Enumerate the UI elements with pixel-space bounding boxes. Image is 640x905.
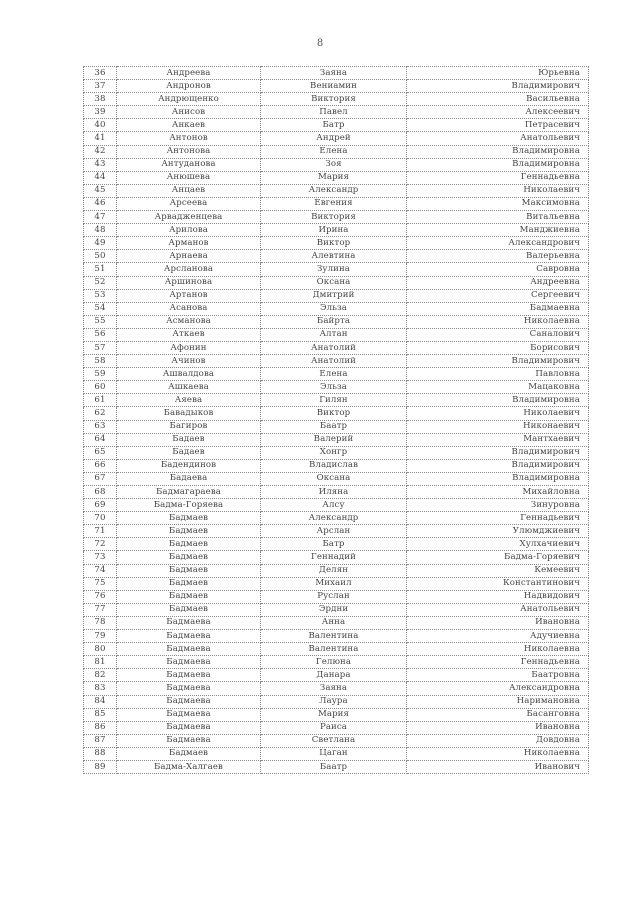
row-number-cell: 55 — [84, 315, 117, 328]
table-row — [84, 486, 589, 499]
patronymic-cell: Владимирович — [407, 459, 589, 472]
table-row — [84, 472, 589, 485]
row-number-cell: 38 — [84, 93, 117, 106]
table-row — [84, 682, 589, 695]
page-number: 8 — [316, 38, 324, 49]
first-name-cell: Заяна — [261, 682, 407, 695]
last-name-cell: Бадмаева — [117, 695, 261, 708]
first-name-cell: Иляна — [261, 486, 407, 499]
patronymic-cell: Николаевна — [407, 643, 589, 656]
table-row — [84, 355, 589, 368]
patronymic-cell: Хулхачиевич — [407, 538, 589, 551]
last-name-cell: Арвадженцева — [117, 211, 261, 224]
row-number-cell: 43 — [84, 158, 117, 171]
last-name-cell: Бадмаева — [117, 708, 261, 721]
patronymic-cell: Довдовна — [407, 734, 589, 747]
first-name-cell: Батр — [261, 119, 407, 132]
table-row — [84, 564, 589, 577]
patronymic-cell: Борисович — [407, 341, 589, 354]
last-name-cell: Аяева — [117, 394, 261, 407]
patronymic-cell: Владимирович — [407, 80, 589, 93]
first-name-cell: Арслан — [261, 525, 407, 538]
last-name-cell: Антонова — [117, 145, 261, 158]
first-name-cell: Валентина — [261, 630, 407, 643]
last-name-cell: Арилова — [117, 224, 261, 237]
table-row — [84, 197, 589, 210]
first-name-cell: Эльза — [261, 381, 407, 394]
first-name-cell: Виктор — [261, 407, 407, 420]
table-row — [84, 250, 589, 263]
row-number-cell: 61 — [84, 394, 117, 407]
table-row — [84, 669, 589, 682]
patronymic-cell: Константинович — [407, 577, 589, 590]
table-row — [84, 643, 589, 656]
first-name-cell: Елена — [261, 368, 407, 381]
last-name-cell: Анюшева — [117, 171, 261, 184]
table-row — [84, 577, 589, 590]
first-name-cell: Владислав — [261, 459, 407, 472]
row-number-cell: 48 — [84, 224, 117, 237]
row-number-cell: 62 — [84, 407, 117, 420]
last-name-cell: Бадмаев — [117, 590, 261, 603]
row-number-cell: 77 — [84, 603, 117, 616]
last-name-cell: Афонин — [117, 341, 261, 354]
first-name-cell: Эрдни — [261, 603, 407, 616]
patronymic-cell: Владимировна — [407, 145, 589, 158]
first-name-cell: Алсу — [261, 499, 407, 512]
row-number-cell: 75 — [84, 577, 117, 590]
table-row — [84, 551, 589, 564]
table-row — [84, 341, 589, 354]
first-name-cell: Виктория — [261, 93, 407, 106]
last-name-cell: Бадмаев — [117, 538, 261, 551]
first-name-cell: Евгения — [261, 197, 407, 210]
row-number-cell: 60 — [84, 381, 117, 394]
first-name-cell: Гелюна — [261, 656, 407, 669]
patronymic-cell: Валерьевна — [407, 250, 589, 263]
first-name-cell: Алтан — [261, 328, 407, 341]
table-row — [84, 106, 589, 119]
table-row — [84, 407, 589, 420]
table-row — [84, 302, 589, 315]
last-name-cell: Бадмаева — [117, 630, 261, 643]
table-row — [84, 67, 589, 80]
table-row — [84, 656, 589, 669]
table-row — [84, 512, 589, 525]
last-name-cell: Аткаев — [117, 328, 261, 341]
table-row — [84, 328, 589, 341]
first-name-cell: Андрей — [261, 132, 407, 145]
last-name-cell: Арнаева — [117, 250, 261, 263]
table-row — [84, 459, 589, 472]
last-name-cell: Ашвалдова — [117, 368, 261, 381]
patronymic-cell: Геннадьевна — [407, 656, 589, 669]
row-number-cell: 78 — [84, 616, 117, 629]
row-number-cell: 76 — [84, 590, 117, 603]
row-number-cell: 58 — [84, 355, 117, 368]
table-row — [84, 289, 589, 302]
patronymic-cell: Михайловна — [407, 486, 589, 499]
table-row — [84, 132, 589, 145]
row-number-cell: 44 — [84, 171, 117, 184]
table-row — [84, 616, 589, 629]
table-row — [84, 446, 589, 459]
row-number-cell: 64 — [84, 433, 117, 446]
table-row — [84, 368, 589, 381]
last-name-cell: Ашкаева — [117, 381, 261, 394]
row-number-cell: 53 — [84, 289, 117, 302]
first-name-cell: Делян — [261, 564, 407, 577]
first-name-cell: Баатр — [261, 760, 407, 773]
first-name-cell: Александр — [261, 512, 407, 525]
table-row — [84, 381, 589, 394]
last-name-cell: Бадмаев — [117, 577, 261, 590]
row-number-cell: 42 — [84, 145, 117, 158]
last-name-cell: Бадаева — [117, 472, 261, 485]
table-row — [84, 211, 589, 224]
patronymic-cell: Кемеевич — [407, 564, 589, 577]
row-number-cell: 87 — [84, 734, 117, 747]
patronymic-cell: Владимирович — [407, 446, 589, 459]
row-number-cell: 71 — [84, 525, 117, 538]
row-number-cell: 69 — [84, 499, 117, 512]
first-name-cell: Ирина — [261, 224, 407, 237]
row-number-cell: 41 — [84, 132, 117, 145]
first-name-cell: Цаган — [261, 747, 407, 760]
first-name-cell: Валентина — [261, 643, 407, 656]
last-name-cell: Арсеева — [117, 197, 261, 210]
first-name-cell: Виктория — [261, 211, 407, 224]
row-number-cell: 88 — [84, 747, 117, 760]
row-number-cell: 89 — [84, 760, 117, 773]
row-number-cell: 39 — [84, 106, 117, 119]
patronymic-cell: Васильевна — [407, 93, 589, 106]
first-name-cell: Руслан — [261, 590, 407, 603]
table-row — [84, 747, 589, 760]
row-number-cell: 85 — [84, 708, 117, 721]
last-name-cell: Бавадыков — [117, 407, 261, 420]
row-number-cell: 63 — [84, 420, 117, 433]
table-row — [84, 538, 589, 551]
row-number-cell: 67 — [84, 472, 117, 485]
first-name-cell: Лаура — [261, 695, 407, 708]
row-number-cell: 66 — [84, 459, 117, 472]
row-number-cell: 49 — [84, 237, 117, 250]
last-name-cell: Бадмаев — [117, 747, 261, 760]
table-row — [84, 315, 589, 328]
row-number-cell: 50 — [84, 250, 117, 263]
first-name-cell: Геннадий — [261, 551, 407, 564]
patronymic-cell: Владимировна — [407, 394, 589, 407]
row-number-cell: 80 — [84, 643, 117, 656]
last-name-cell: Бадмаева — [117, 682, 261, 695]
patronymic-cell: Павловна — [407, 368, 589, 381]
name-list-table — [83, 66, 589, 774]
last-name-cell: Бадаев — [117, 433, 261, 446]
last-name-cell: Бадмаев — [117, 525, 261, 538]
table-row — [84, 224, 589, 237]
patronymic-cell: Геннадьевна — [407, 171, 589, 184]
patronymic-cell: Адучиевна — [407, 630, 589, 643]
row-number-cell: 36 — [84, 67, 117, 80]
last-name-cell: Арманов — [117, 237, 261, 250]
patronymic-cell: Максимовна — [407, 197, 589, 210]
row-number-cell: 84 — [84, 695, 117, 708]
first-name-cell: Мария — [261, 171, 407, 184]
patronymic-cell: Юрьевна — [407, 67, 589, 80]
patronymic-cell: Геннадьевич — [407, 512, 589, 525]
table-row — [84, 499, 589, 512]
patronymic-cell: Иванович — [407, 760, 589, 773]
last-name-cell: Антуданова — [117, 158, 261, 171]
patronymic-cell: Александрович — [407, 237, 589, 250]
row-number-cell: 72 — [84, 538, 117, 551]
first-name-cell: Анна — [261, 616, 407, 629]
first-name-cell: Данара — [261, 669, 407, 682]
last-name-cell: Бадмаев — [117, 564, 261, 577]
last-name-cell: Бадмаева — [117, 656, 261, 669]
table-row — [84, 93, 589, 106]
table-row — [84, 119, 589, 132]
table-row — [84, 276, 589, 289]
first-name-cell: Анатолий — [261, 355, 407, 368]
table-row — [84, 171, 589, 184]
table-row — [84, 158, 589, 171]
last-name-cell: Бадмаева — [117, 734, 261, 747]
patronymic-cell: Александровна — [407, 682, 589, 695]
first-name-cell: Мария — [261, 708, 407, 721]
last-name-cell: Бадма-Горяева — [117, 499, 261, 512]
patronymic-cell: Саналович — [407, 328, 589, 341]
patronymic-cell: Баатровна — [407, 669, 589, 682]
first-name-cell: Виктор — [261, 237, 407, 250]
patronymic-cell: Бадмаевна — [407, 302, 589, 315]
table-row — [84, 420, 589, 433]
first-name-cell: Алевтина — [261, 250, 407, 263]
patronymic-cell: Николаевич — [407, 407, 589, 420]
patronymic-cell: Зинуровна — [407, 499, 589, 512]
row-number-cell: 57 — [84, 341, 117, 354]
patronymic-cell: Витальевна — [407, 211, 589, 224]
first-name-cell: Александр — [261, 184, 407, 197]
table-row — [84, 590, 589, 603]
patronymic-cell: Наримановна — [407, 695, 589, 708]
last-name-cell: Асманова — [117, 315, 261, 328]
last-name-cell: Ачинов — [117, 355, 261, 368]
patronymic-cell: Манджиевна — [407, 224, 589, 237]
last-name-cell: Анкаев — [117, 119, 261, 132]
first-name-cell: Оксана — [261, 276, 407, 289]
last-name-cell: Асанова — [117, 302, 261, 315]
last-name-cell: Артанов — [117, 289, 261, 302]
first-name-cell: Зулина — [261, 263, 407, 276]
first-name-cell: Раиса — [261, 721, 407, 734]
last-name-cell: Анцаев — [117, 184, 261, 197]
last-name-cell: Арсланова — [117, 263, 261, 276]
first-name-cell: Павел — [261, 106, 407, 119]
patronymic-cell: Савровна — [407, 263, 589, 276]
patronymic-cell: Басанговна — [407, 708, 589, 721]
table-row — [84, 734, 589, 747]
first-name-cell: Заяна — [261, 67, 407, 80]
patronymic-cell: Владимирович — [407, 355, 589, 368]
row-number-cell: 52 — [84, 276, 117, 289]
table-row — [84, 695, 589, 708]
last-name-cell: Антонов — [117, 132, 261, 145]
row-number-cell: 59 — [84, 368, 117, 381]
last-name-cell: Багиров — [117, 420, 261, 433]
last-name-cell: Бадма-Халгаев — [117, 760, 261, 773]
row-number-cell: 65 — [84, 446, 117, 459]
table-row — [84, 630, 589, 643]
first-name-cell: Байрта — [261, 315, 407, 328]
first-name-cell: Анатолий — [261, 341, 407, 354]
first-name-cell: Вениамин — [261, 80, 407, 93]
row-number-cell: 40 — [84, 119, 117, 132]
table-row — [84, 721, 589, 734]
last-name-cell: Бадмаева — [117, 721, 261, 734]
row-number-cell: 45 — [84, 184, 117, 197]
table-row — [84, 145, 589, 158]
patronymic-cell: Николаевна — [407, 747, 589, 760]
last-name-cell: Аршинова — [117, 276, 261, 289]
first-name-cell: Зоя — [261, 158, 407, 171]
row-number-cell: 79 — [84, 630, 117, 643]
first-name-cell: Елена — [261, 145, 407, 158]
row-number-cell: 81 — [84, 656, 117, 669]
last-name-cell: Бадмаева — [117, 643, 261, 656]
first-name-cell: Батр — [261, 538, 407, 551]
patronymic-cell: Надвидович — [407, 590, 589, 603]
first-name-cell: Оксана — [261, 472, 407, 485]
last-name-cell: Бадмаева — [117, 616, 261, 629]
table-row — [84, 433, 589, 446]
row-number-cell: 73 — [84, 551, 117, 564]
patronymic-cell: Анатольевич — [407, 132, 589, 145]
row-number-cell: 68 — [84, 486, 117, 499]
patronymic-cell: Андреевна — [407, 276, 589, 289]
row-number-cell: 86 — [84, 721, 117, 734]
patronymic-cell: Алексеевич — [407, 106, 589, 119]
last-name-cell: Бадендинов — [117, 459, 261, 472]
patronymic-cell: Мацаковна — [407, 381, 589, 394]
patronymic-cell: Мантхаевич — [407, 433, 589, 446]
row-number-cell: 37 — [84, 80, 117, 93]
last-name-cell: Андреева — [117, 67, 261, 80]
table-row — [84, 184, 589, 197]
first-name-cell: Михаил — [261, 577, 407, 590]
patronymic-cell: Ивановна — [407, 721, 589, 734]
table-row — [84, 394, 589, 407]
first-name-cell: Эльза — [261, 302, 407, 315]
table-row — [84, 708, 589, 721]
last-name-cell: Андрющенко — [117, 93, 261, 106]
row-number-cell: 74 — [84, 564, 117, 577]
patronymic-cell: Владимировна — [407, 472, 589, 485]
last-name-cell: Бадмаев — [117, 551, 261, 564]
table-row — [84, 603, 589, 616]
table-row — [84, 80, 589, 93]
patronymic-cell: Никонаевич — [407, 420, 589, 433]
first-name-cell: Дмитрий — [261, 289, 407, 302]
first-name-cell: Хонгр — [261, 446, 407, 459]
last-name-cell: Андронов — [117, 80, 261, 93]
patronymic-cell: Петрасевич — [407, 119, 589, 132]
patronymic-cell: Ивановна — [407, 616, 589, 629]
patronymic-cell: Бадма-Горяевич — [407, 551, 589, 564]
last-name-cell: Бадмаев — [117, 512, 261, 525]
row-number-cell: 54 — [84, 302, 117, 315]
row-number-cell: 70 — [84, 512, 117, 525]
last-name-cell: Анисов — [117, 106, 261, 119]
row-number-cell: 51 — [84, 263, 117, 276]
last-name-cell: Бадмагараева — [117, 486, 261, 499]
table-row — [84, 237, 589, 250]
first-name-cell: Светлана — [261, 734, 407, 747]
row-number-cell: 83 — [84, 682, 117, 695]
patronymic-cell: Николаевна — [407, 315, 589, 328]
row-number-cell: 56 — [84, 328, 117, 341]
table-row — [84, 760, 589, 773]
first-name-cell: Гилян — [261, 394, 407, 407]
table-row — [84, 263, 589, 276]
first-name-cell: Баатр — [261, 420, 407, 433]
patronymic-cell: Анатольевич — [407, 603, 589, 616]
row-number-cell: 82 — [84, 669, 117, 682]
row-number-cell: 46 — [84, 197, 117, 210]
patronymic-cell: Сергеевич — [407, 289, 589, 302]
first-name-cell: Валерий — [261, 433, 407, 446]
name-list-body — [84, 67, 589, 774]
last-name-cell: Бадаев — [117, 446, 261, 459]
last-name-cell: Бадмаева — [117, 669, 261, 682]
row-number-cell: 47 — [84, 211, 117, 224]
patronymic-cell: Николаевич — [407, 184, 589, 197]
last-name-cell: Бадмаев — [117, 603, 261, 616]
patronymic-cell: Владимировна — [407, 158, 589, 171]
patronymic-cell: Улюмджиевич — [407, 525, 589, 538]
table-row — [84, 525, 589, 538]
